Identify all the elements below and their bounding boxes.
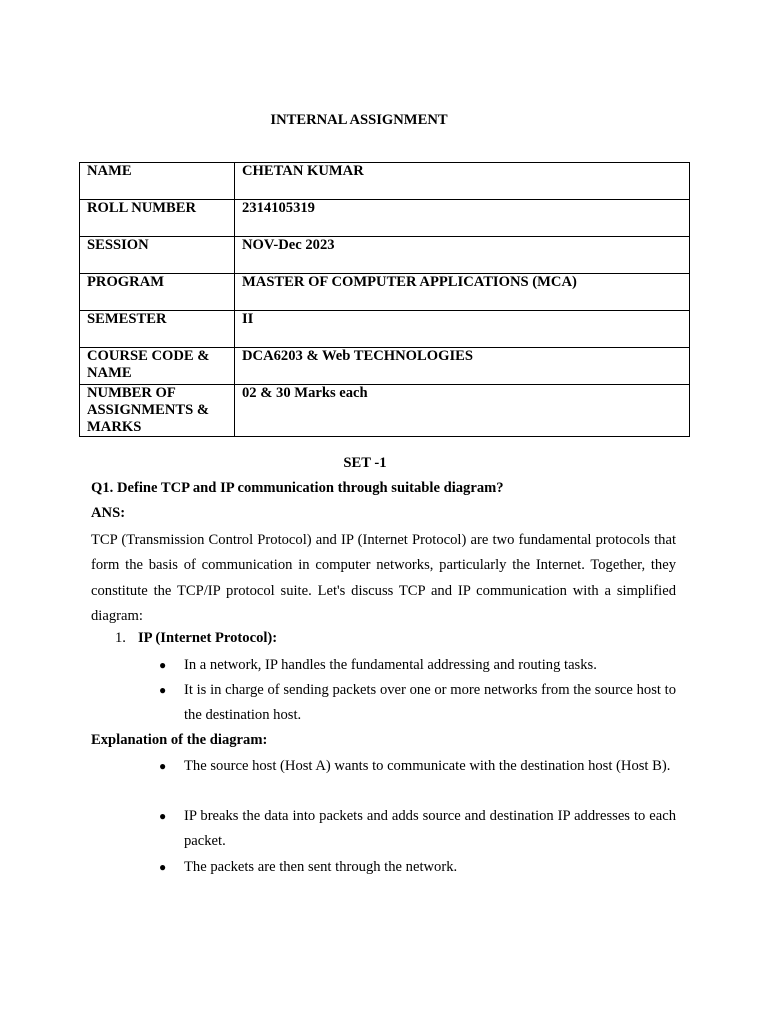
bullet-icon: ● bbox=[159, 809, 167, 823]
list-item bbox=[159, 653, 676, 678]
table-row bbox=[80, 385, 690, 437]
table-row bbox=[80, 274, 690, 311]
table-row bbox=[80, 163, 690, 200]
info-value-name: CHETAN KUMAR bbox=[235, 163, 690, 200]
info-label-assignments: NUMBER OF ASSIGNMENTS & MARKS bbox=[80, 385, 235, 437]
explanation-heading: Explanation of the diagram: bbox=[91, 732, 268, 748]
item-number: 1. bbox=[115, 630, 126, 646]
info-value-session: NOV-Dec 2023 bbox=[235, 237, 690, 274]
list-item bbox=[159, 754, 676, 779]
set-title: SET -1 bbox=[343, 455, 387, 471]
bullet-icon: ● bbox=[159, 683, 167, 697]
table-row bbox=[80, 237, 690, 274]
bullet-icon: ● bbox=[159, 759, 167, 773]
bullet-text: The packets are then sent through the network. bbox=[184, 859, 458, 875]
bullet-icon: ● bbox=[159, 860, 167, 874]
info-label-semester: SEMESTER bbox=[80, 311, 235, 348]
list-item bbox=[159, 855, 676, 880]
bullet-text: In a network, IP handles the fundamental addressing and routing tasks. bbox=[184, 657, 597, 673]
info-value-semester: II bbox=[235, 311, 690, 348]
question-heading: Q1. Define TCP and IP communication through suitable diagram? bbox=[91, 480, 504, 496]
info-label-program: PROGRAM bbox=[80, 274, 235, 311]
bullet-icon: ● bbox=[159, 658, 167, 672]
numbered-item-ip bbox=[115, 629, 277, 647]
intro-paragraph: TCP (Transmission Control Protocol) and IP (Internet Protocol) are two fundamental protocols that form the basis of communication in computer networks, particularly the Internet. Together, they constitute the TCP/IP protocol suite. Let's discuss TCP and IP communication with a simplified diagram: bbox=[91, 532, 676, 624]
info-value-course: DCA6203 & Web TECHNOLOGIES bbox=[235, 348, 690, 385]
info-value-roll-number: 2314105319 bbox=[235, 200, 690, 237]
answer-label: ANS: bbox=[91, 505, 126, 521]
bullet-text: IP breaks the data into packets and adds source and destination IP addresses to each packet. bbox=[184, 808, 676, 850]
table-row bbox=[80, 311, 690, 348]
info-value-program: MASTER OF COMPUTER APPLICATIONS (MCA) bbox=[235, 274, 690, 311]
table-row bbox=[80, 200, 690, 237]
student-info-table bbox=[79, 162, 690, 437]
info-label-session: SESSION bbox=[80, 237, 235, 274]
bullet-text: It is in charge of sending packets over one or more networks from the source host to the destination host. bbox=[184, 682, 676, 724]
info-value-assignments: 02 & 30 Marks each bbox=[235, 385, 690, 437]
bullet-text: The source host (Host A) wants to communicate with the destination host (Host B). bbox=[184, 758, 671, 774]
item-title: IP (Internet Protocol): bbox=[138, 630, 278, 646]
info-label-course: COURSE CODE & NAME bbox=[80, 348, 235, 385]
info-label-roll-number: ROLL NUMBER bbox=[80, 200, 235, 237]
page-title: INTERNAL ASSIGNMENT bbox=[270, 112, 448, 128]
list-item bbox=[159, 804, 676, 855]
list-item bbox=[159, 678, 676, 729]
info-label-name: NAME bbox=[80, 163, 235, 200]
table-row bbox=[80, 348, 690, 385]
